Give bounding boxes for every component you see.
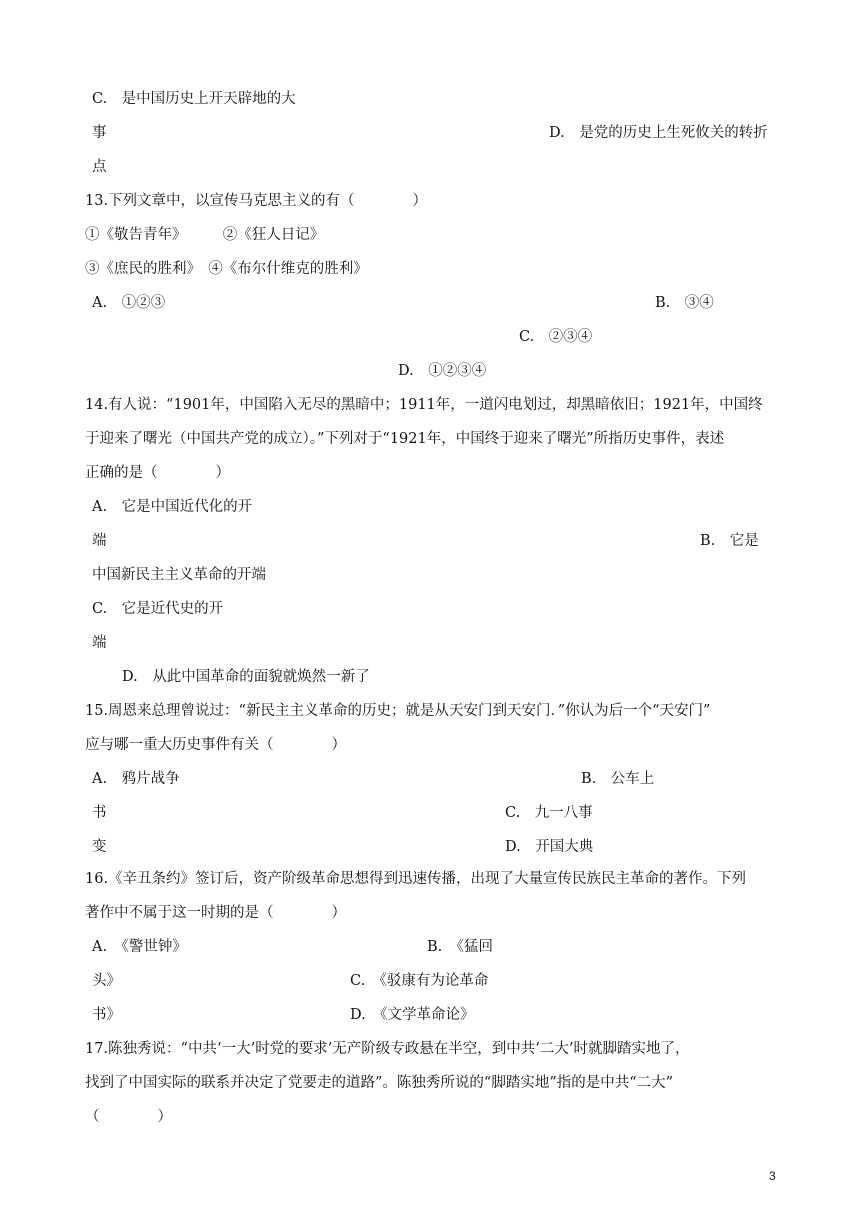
q15-stem-line2: 应与哪一重大历史事件有关（ ） [85,737,346,753]
q14-option-c-line2: 端 [92,635,107,651]
q16-option-b-line2: 头》 [92,973,121,989]
q13-option-a: A. ①②③ [92,295,166,311]
q12-option-c-line2: 事 [92,125,107,141]
q13-option-d: D. ①②③④ [398,363,487,379]
q16-option-a: A. 《警世钟》 [92,939,187,955]
q13-items-line2: ③《庶民的胜利》 ④《布尔什维克的胜利》 [85,261,368,277]
q17-stem-line1: 17.陈独秀说：“中共‘一大’时党的要求’无产阶级专政悬在半空，到中共‘二大’时就脚踏实地了， [85,1041,690,1057]
q14-option-d: D. 从此中国革命的面貌就焕然一新了 [122,669,370,685]
q16-stem-line2: 著作中不属于这一时期的是（ ） [85,905,346,921]
q17-stem-line3: （ ） [85,1109,172,1125]
q15-option-c-line2: 变 [92,839,107,855]
q15-option-a: A. 鸦片战争 [92,771,180,787]
q14-option-a-line1: A. 它是中国近代化的开 [92,499,253,515]
q14-stem-line1: 14.有人说：“1901年，中国陷入无尽的黑暗中；1911年，一道闪电划过，却黑暗依旧；1921年，中国终 [85,397,763,413]
q13-stem: 13.下列文章中，以宣传马克思主义的有（ ） [85,193,428,209]
q15-option-b-line1: B. 公车上 [581,771,655,787]
q14-option-c-line1: C. 它是近代史的开 [92,601,224,617]
page-number: 3 [769,1169,776,1183]
q12-option-d-line2: 点 [92,159,107,175]
q16-option-c-line2: 书》 [92,1007,121,1023]
q16-option-c-line1: C. 《驳康有为论革命 [350,973,489,989]
q13-items-line1: ①《敬告青年》 ②《狂人日记》 [85,227,325,243]
q15-option-d: D. 开国大典 [505,839,594,855]
q16-option-d: D. 《文学革命论》 [350,1007,475,1023]
q14-stem-line2: 于迎来了曙光（中国共产党的成立）。”下列对于“1921年，中国终于迎来了曙光”所指历史事件，表述 [85,431,725,447]
q12-option-c-line1: C. 是中国历史上开天辟地的大 [92,91,296,107]
q16-option-b-line1: B. 《猛回 [427,939,494,955]
q13-option-b: B. ③④ [655,295,714,311]
q14-option-b-line1: B. 它是 [700,533,759,549]
q12-option-d-line1: D. 是党的历史上生死攸关的转折 [549,125,768,141]
q17-stem-line2: 找到了中国实际的联系并决定了党要走的道路”。陈独秀所说的“脚踏实地”指的是中共“二大” [85,1075,674,1091]
q15-stem-line1: 15.周恩来总理曾说过：“新民主主义革命的历史；就是从天安门到天安门．”你认为后一个“天安门” [85,703,711,719]
q15-option-b-line2: 书 [92,805,107,821]
q15-option-c-line1: C. 九一八事 [505,805,593,821]
q14-option-a-line2: 端 [92,533,107,549]
q16-stem-line1: 16.《辛丑条约》签订后，资产阶级革命思想得到迅速传播，出现了大量宣传民族民主革命的著作。下列 [85,871,747,887]
q14-option-b-line2: 中国新民主主义革命的开端 [92,567,266,583]
q13-option-c: C. ②③④ [519,329,593,345]
q14-stem-line3: 正确的是（ ） [85,465,230,481]
